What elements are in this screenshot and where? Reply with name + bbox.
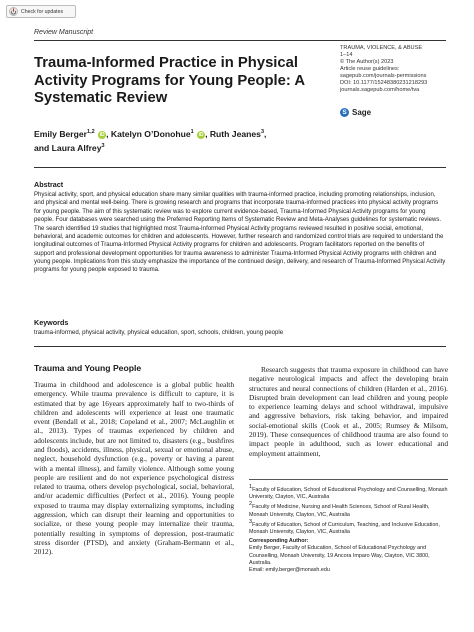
affiliation-sup: 1,2 (87, 129, 95, 135)
affiliation-sup: 3 (260, 129, 265, 135)
author-name: Emily Berger (34, 128, 88, 139)
footnote-text: Faculty of Education, School of Educational Psychology and Counselling, Monash University, Clayton, VIC, Australia (249, 486, 448, 501)
journal-line: TRAUMA, VIOLENCE, & ABUSE (340, 45, 423, 51)
affiliation-sup: 3 (101, 143, 105, 150)
body-paragraph: Research suggests that trauma exposure in childhood can have negative neurological impacts and affect the developing brain structures and neural connections of children (Harden et al., 2016). Disrupted brain development can lead children and young people to experience learning delays and school withdrawal, impulsive and aggressive behaviors, risk taking behavior, and impaired social-emotional skills (Cook et al., 2005; Rumsey & Milsom, 2019). These consequences of childhood trauma are also found to impact people in adulthood, such as lower educational and employment attainment, (249, 365, 448, 458)
corresponding-address: Emily Berger, Faculty of Education, School of Educational Psychology and Counselling, Monash University, 19 Ancora Imparo Way, Clayton, VIC 3800, Australia. (249, 545, 430, 567)
journal-line: 1–14 (340, 52, 353, 58)
publisher-logo (340, 108, 371, 117)
corresponding-heading: Corresponding Author: (249, 538, 309, 544)
footnote-text: Faculty of Education, School of Curriculum, Teaching, and Inclusive Education, Monash University, Clayton, VIC, Australia (249, 521, 440, 536)
footnote (249, 484, 448, 501)
orcid-icon[interactable]: iD (99, 131, 105, 138)
author-list (34, 126, 364, 155)
corresponding-email[interactable]: Email: emily.berger@monash.edu (249, 567, 330, 574)
corresponding-author (249, 538, 448, 575)
keywords-heading: Keywords (34, 318, 69, 327)
check-for-updates-label: Check for updates (21, 8, 64, 15)
keywords-bottom-rule (34, 346, 446, 347)
author-separator: , (205, 128, 208, 139)
body-column-left (34, 380, 234, 556)
publisher-name: Sage (352, 108, 372, 117)
author-separator: , (106, 128, 109, 139)
body-column-right (249, 365, 448, 458)
affiliation-footnotes (249, 484, 448, 536)
journal-line: © The Author(s) 2023 (340, 59, 394, 65)
doi-link[interactable]: DOI: 10.1177/15248380231218293 (340, 80, 428, 86)
footnote-sup: 1 (249, 484, 253, 490)
check-for-updates-badge[interactable] (6, 5, 76, 18)
abstract-top-rule (34, 167, 446, 168)
author-name: Ruth Jeanes (209, 128, 261, 139)
abstract-text: Physical activity, sport, and physical education share many similar qualities with trauma-informed practice, including promoting relationships, inclusion, and physical and mental well-being. There is growing research and programs that incorporate trauma-informed practices into physical activity programs for young people. The aim of this systematic review was to explore current evidence-based, Trauma-Informed Physical Activity programs for young people. Four databases were searched using the Preferred Reporting Items of Systematic Review and Meta-Analyses guidelines for systematic reviews. The search identified 19 studies that highlighted most Trauma-Informed Physical Activity programs reviewed resulted in positive social, emotional, behavioral, and academic outcomes for children and adolescents. However, further research and randomized control trials are required to understand the longitudinal outcomes of Trauma-Informed Physical Activity programs for children and adolescents. Program facilitators reported on the benefits of support and professional development opportunities for trauma awareness to administer Trauma-Informed Physical Activity programs with children and young people. Implications from this study emphasize the importance of the continued design, delivery, and research of Trauma-Informed Physical Activity programs for young people exposed to trauma. (34, 192, 446, 274)
abstract-heading: Abstract (34, 180, 64, 189)
affiliation-sup: 1 (190, 129, 194, 135)
author-separator: , (264, 128, 267, 139)
section-heading: Trauma and Young People (34, 363, 142, 373)
footnote-sup: 2 (249, 501, 253, 508)
orcid-icon[interactable]: iD (198, 131, 204, 138)
body-paragraph: Trauma in childhood and adolescence is a global public health emergency. While trauma prevalence is difficult to capture, it is estimated that by age 16years approximately half to two-thirds of children and adolescents will experience at least one traumatic event (Bendall et al., 2018; Copeland et al., 2007; McLaughlin et al., 2013). Types of traumas experienced by children and adolescents include, but are not limited to, disasters (e.g., bushfires and floods), accidents, illness, physical, sexual or emotional abuse, neglect, household dysfunction (e.g., poverty or having a parent with a mental illness), and family violence. Although some young people are resilient and do not experience psychological distress related to trauma, others develop psychological, social, behavioral, and/or academic difficulties (Perfect et al., 2016). Young people exposed to trauma may display externalizing symptoms, including aggression, which can disrupt their learning and opportunities to socialize, or these young people may internalize their trauma, potentially resulting in symptoms of depression, post-traumatic stress disorder (PTSD), and anxiety (Graham-Bermann et al., 2012). (34, 380, 234, 557)
footnote-rule (249, 479, 448, 480)
journal-info (340, 45, 450, 94)
footnote-text: Faculty of Medicine, Nursing and Health Sciences, School of Rural Health, Monash University, Clayton, VIC, Australia (249, 504, 430, 518)
author-name: and Laura Alfrey (34, 143, 102, 154)
footnote (249, 501, 448, 518)
journal-link[interactable]: sagepub.com/journals-permissions (340, 73, 427, 79)
author-name: Katelyn O’Donohue (110, 128, 191, 139)
keywords-text: trauma-informed, physical activity, physical education, sport, schools, children, young people (34, 329, 284, 336)
article-type-label: Review Manuscript (34, 29, 94, 36)
article-title: Trauma-Informed Practice in Physical Activity Programs for Young People: A Systematic Review (34, 55, 305, 106)
journal-link[interactable]: journals.sagepub.com/home/tva (340, 87, 420, 93)
update-check-icon (9, 7, 18, 16)
footnote (249, 519, 448, 536)
footnote-sup: 3 (249, 518, 253, 525)
header-rule (34, 40, 446, 41)
sage-logo-icon: S (340, 108, 349, 117)
journal-line: Article reuse guidelines: (340, 66, 400, 72)
